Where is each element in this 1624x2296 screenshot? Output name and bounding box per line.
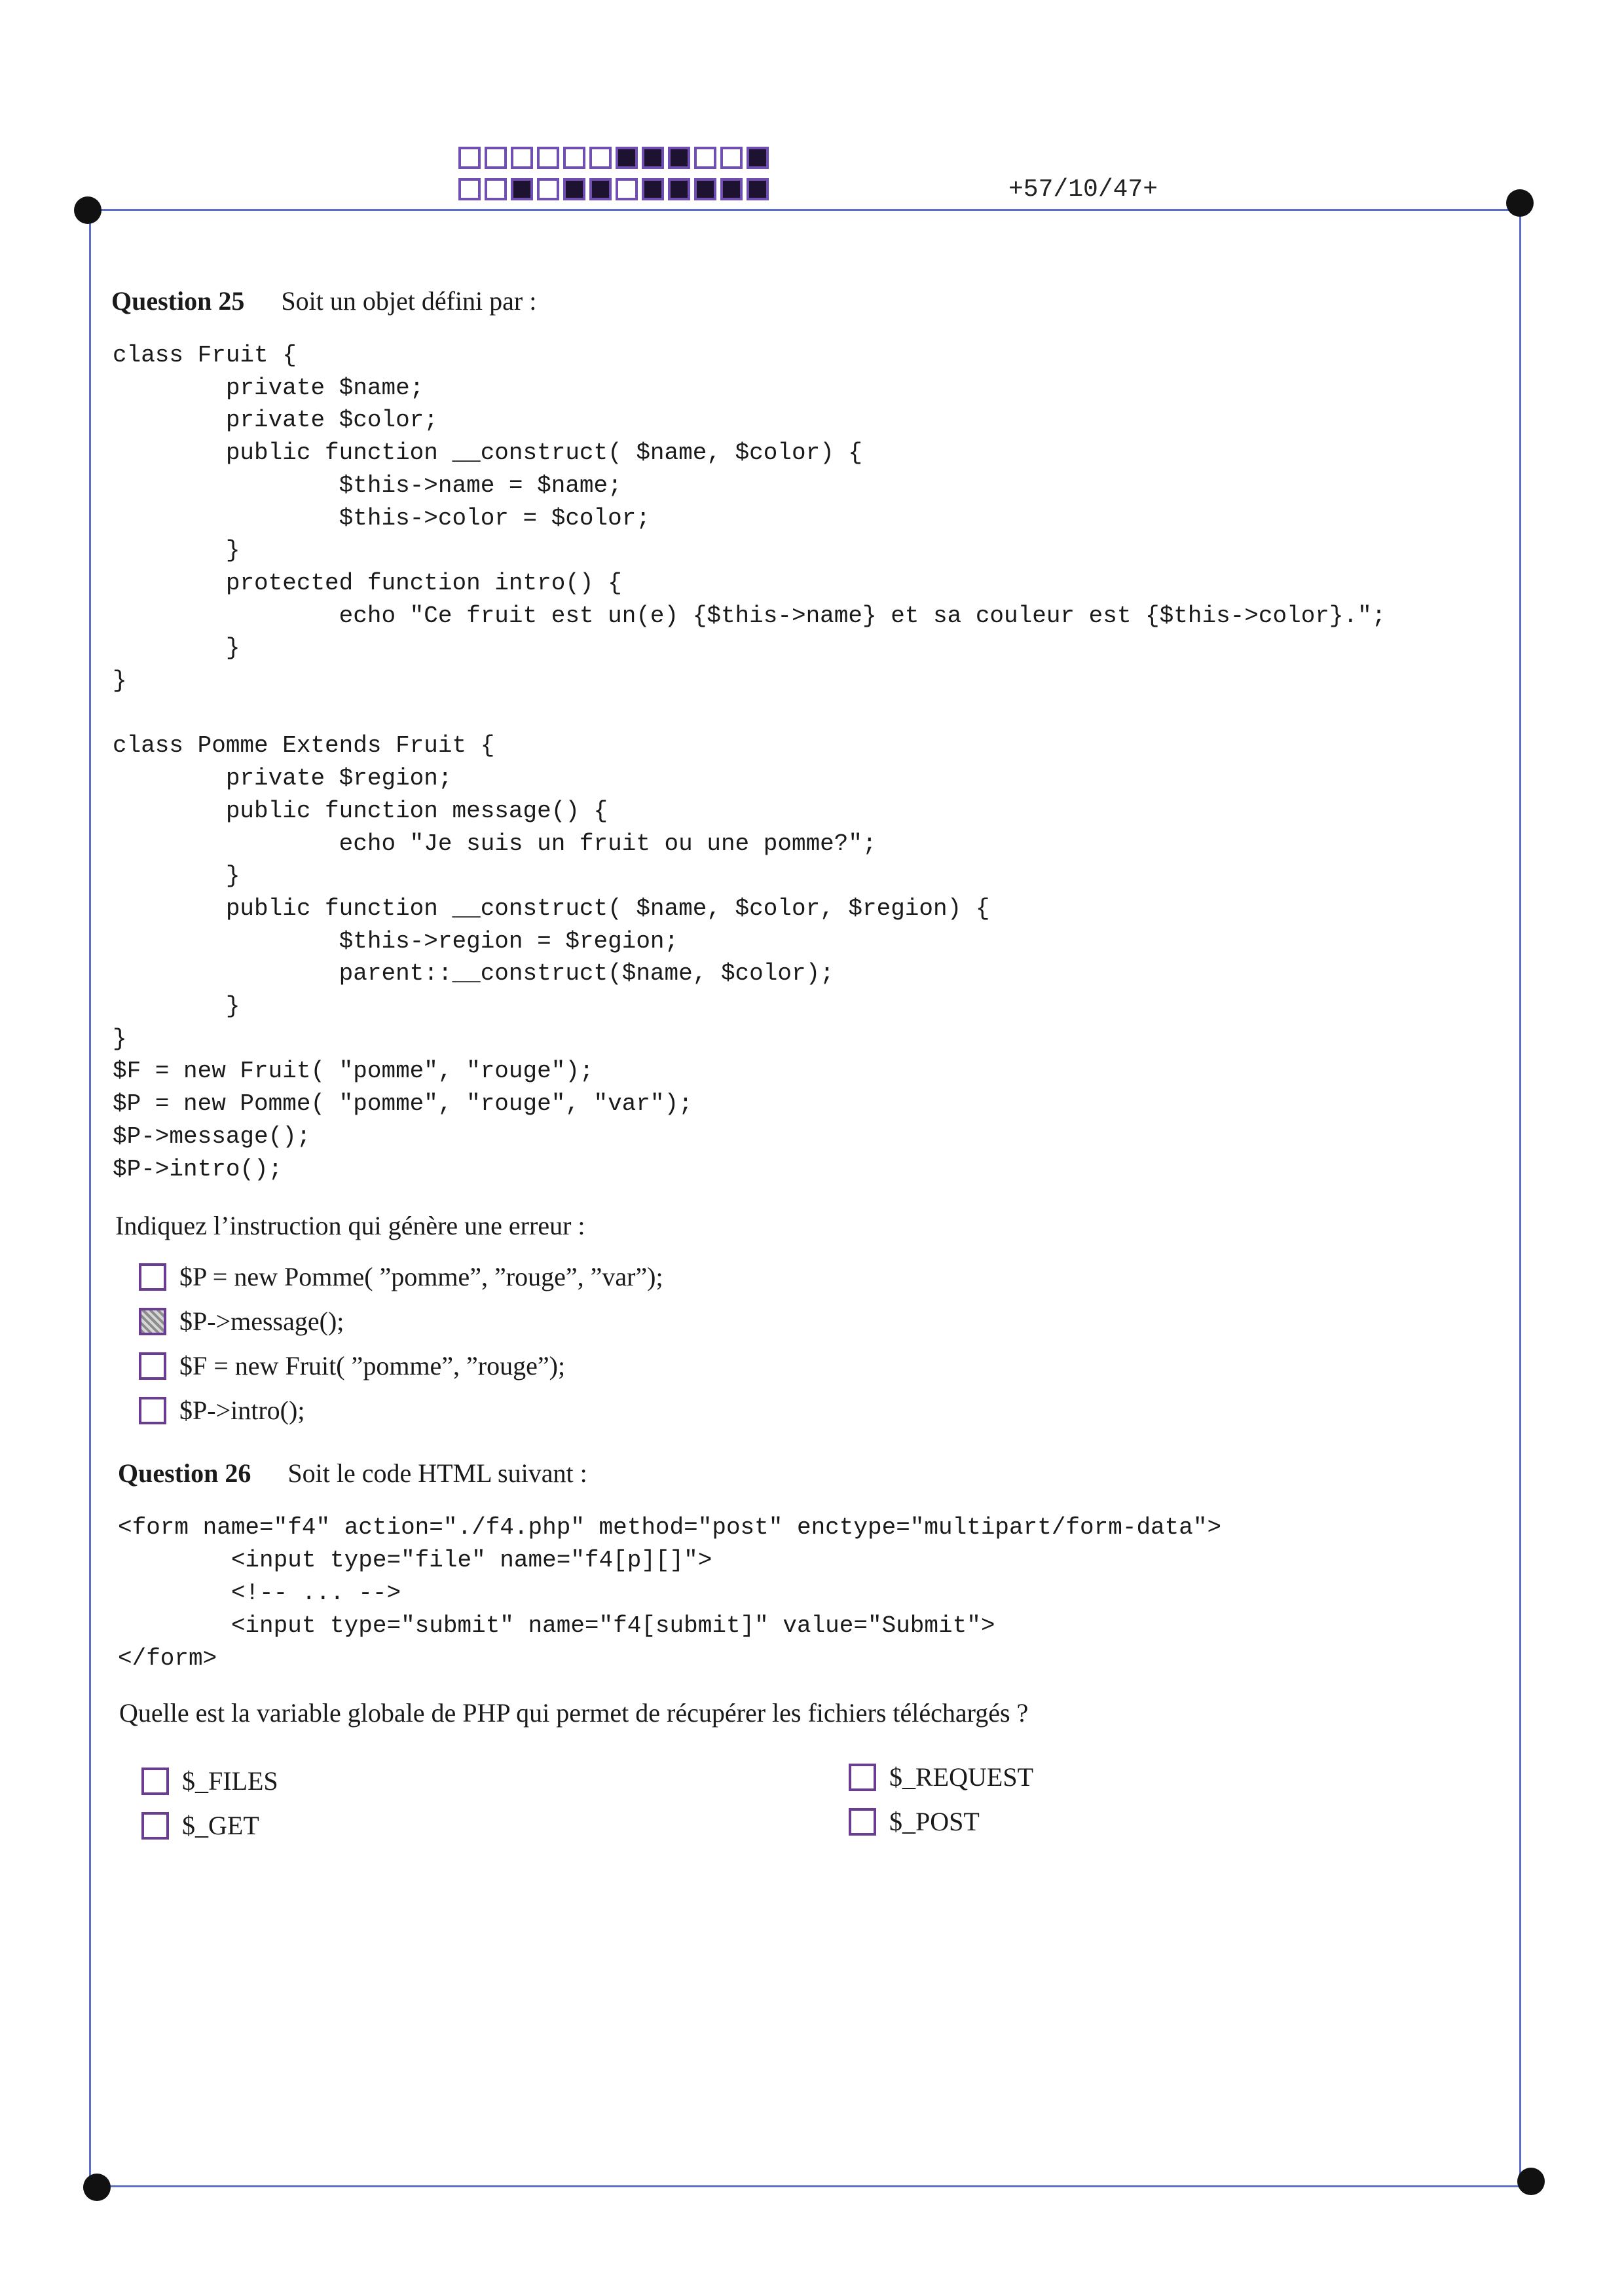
q25-option-1-checkbox[interactable]	[139, 1263, 166, 1291]
q25-option-2-label: $P->message();	[179, 1306, 344, 1336]
q25-option-1[interactable]	[139, 1261, 663, 1292]
q26-option-post-checkbox[interactable]	[849, 1808, 876, 1836]
question-26-header	[118, 1458, 587, 1489]
frame-left-line	[89, 210, 91, 2186]
question-25-header	[111, 286, 536, 316]
barcode-cell	[537, 147, 559, 169]
frame-top-line	[88, 209, 1522, 211]
barcode-cell	[589, 178, 612, 200]
q26-option-request-label: $_REQUEST	[889, 1762, 1033, 1792]
barcode-cell	[589, 147, 612, 169]
q25-option-4-checkbox[interactable]	[139, 1397, 166, 1424]
q25-option-4[interactable]	[139, 1395, 304, 1426]
corner-mark-bottom-left	[83, 2174, 111, 2201]
page-id: +57/10/47+	[1008, 176, 1158, 204]
barcode-cell	[694, 178, 716, 200]
question-25-prompt: Indiquez l’instruction qui génère une erreur :	[115, 1211, 585, 1240]
barcode-cell	[616, 178, 638, 200]
barcode-cell	[668, 147, 690, 169]
barcode-cell	[511, 178, 533, 200]
barcode-cell	[720, 147, 743, 169]
barcode-cell	[668, 178, 690, 200]
barcode-cell	[458, 147, 481, 169]
q25-option-3-checkbox[interactable]	[139, 1352, 166, 1380]
corner-mark-top-right	[1506, 189, 1534, 217]
question-26-text: Soit le code HTML suivant :	[287, 1458, 587, 1488]
barcode-cell	[485, 178, 507, 200]
q26-option-request-checkbox[interactable]	[849, 1764, 876, 1791]
question-25-label: Question 25	[111, 286, 245, 316]
barcode-cell	[642, 147, 664, 169]
question-26-code: <form name="f4" action="./f4.php" method="post" enctype="multipart/form-data"> <input type="file" name="f4[p][]"> <!-- ... --> <input type="submit" name="f4[submit]" value="Submit"> </form>	[118, 1514, 1222, 1672]
frame-bottom-line	[97, 2185, 1531, 2187]
question-25-text: Soit un objet défini par :	[281, 286, 537, 316]
q26-option-files[interactable]	[141, 1766, 278, 1796]
barcode-cell	[642, 178, 664, 200]
barcode-cell	[485, 147, 507, 169]
q26-option-files-label: $_FILES	[182, 1766, 278, 1796]
barcode-cell	[458, 178, 481, 200]
question-25-code: class Fruit { private $name; private $color; public function __construct( $name, $color) { $this->name = $name; $this->color = $color; } protected function intro() { echo "Ce fruit est un(e) {$this->name} et sa couleur est {$this->color}."; } } class Pomme Extends Fruit { private $region; public function message() { echo "Je suis un fruit ou une pomme?"; } public function __construct( $name, $color, $region) { $this->region = $region; parent::__construct($name, $color); } } $F = new Fruit( "pomme", "rouge"); $P = new Pomme( "pomme", "rouge", "var"); $P->message(); $P->intro();	[113, 342, 1386, 1183]
q26-option-get-checkbox[interactable]	[141, 1812, 169, 1840]
barcode-cell	[563, 147, 585, 169]
q25-option-2[interactable]	[139, 1306, 344, 1337]
corner-mark-top-left	[74, 196, 101, 224]
q25-option-4-label: $P->intro();	[179, 1396, 305, 1425]
q25-option-3-label: $F = new Fruit( ”pomme”, ”rouge”);	[179, 1351, 566, 1380]
barcode-row-top	[458, 147, 769, 169]
frame-right-line	[1519, 210, 1521, 2186]
barcode-cell	[720, 178, 743, 200]
question-26-prompt: Quelle est la variable globale de PHP qui permet de récupérer les fichiers téléchargés ?	[119, 1698, 1029, 1728]
barcode-cell	[511, 147, 533, 169]
barcode-row-bottom	[458, 178, 769, 200]
q25-option-2-checkbox[interactable]	[139, 1308, 166, 1335]
q26-option-post-label: $_POST	[889, 1807, 980, 1836]
q25-option-3[interactable]	[139, 1350, 565, 1381]
corner-mark-bottom-right	[1517, 2168, 1545, 2195]
q26-option-get[interactable]	[141, 1810, 259, 1841]
barcode-cell	[694, 147, 716, 169]
q25-option-1-label: $P = new Pomme( ”pomme”, ”rouge”, ”var”);	[179, 1262, 663, 1291]
q26-option-request[interactable]	[849, 1762, 1033, 1792]
barcode-cell	[563, 178, 585, 200]
question-26-label: Question 26	[118, 1458, 251, 1488]
barcode-cell	[747, 178, 769, 200]
barcode-cell	[537, 178, 559, 200]
q26-option-get-label: $_GET	[182, 1811, 259, 1840]
q26-option-post[interactable]	[849, 1806, 980, 1837]
q26-option-files-checkbox[interactable]	[141, 1768, 169, 1795]
barcode-cell	[616, 147, 638, 169]
barcode-cell	[747, 147, 769, 169]
